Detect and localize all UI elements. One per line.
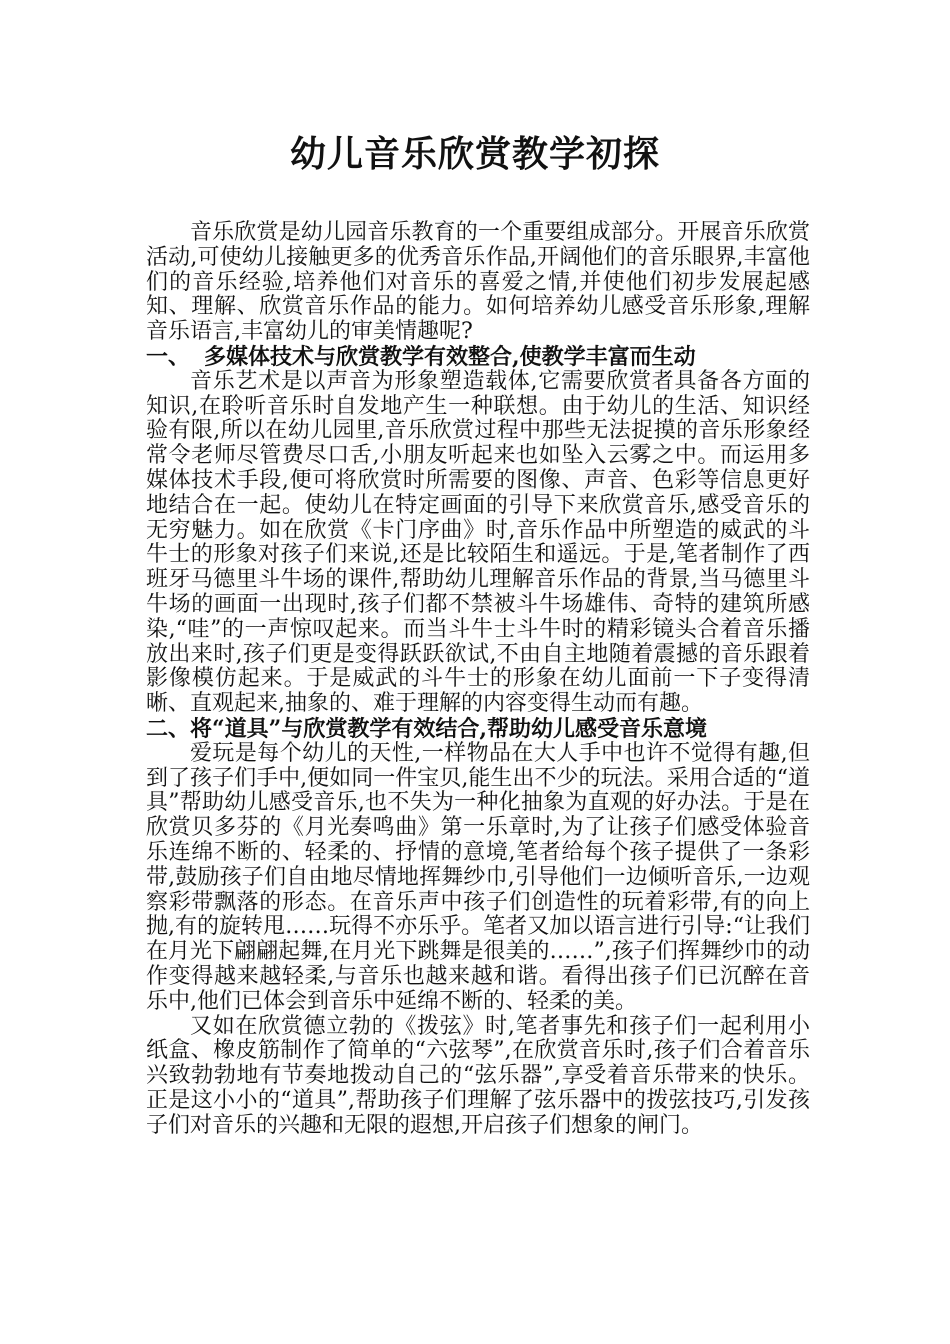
document-body [146, 221, 810, 1138]
section-heading-2 [146, 717, 810, 742]
section-number-2: 二、 [146, 715, 191, 742]
section-2-paragraph-2: 又如在欣赏德立勃的《拨弦》时,笔者事先和孩子们一起利用小纸盒、橡皮筋制作了简单的“六弦琴”,在欣赏音乐时,孩子们合着音乐兴致勃勃地有节奏地拨动自己的“弦乐器”,享受着音乐带来的快乐。正是这小小的“道具”,帮助孩子们理解了弦乐器中的拨弦技巧,引发孩子们对音乐的兴趣和无限的遐想,开启孩子们想象的闸门。 [146, 1013, 810, 1138]
section-1-paragraph-1: 音乐艺术是以声音为形象塑造载体,它需要欣赏者具备各方面的知识,在聆听音乐时自发地产生一种联想。由于幼儿的生活、知识经验有限,所以在幼儿园里,音乐欣赏过程中那些无法捉摸的音乐形象经常令老师尽管费尽口舌,小朋友听起来也如坠入云雾之中。而运用多媒体技术手段,便可将欣赏时所需要的图像、声音、色彩等信息更好地结合在一起。使幼儿在特定画面的引导下来欣赏音乐,感受音乐的无穷魅力。如在欣赏《卡门序曲》时,音乐作品中所塑造的威武的斗牛士的形象对孩子们来说,还是比较陌生和遥远。于是,笔者制作了西班牙马德里斗牛场的课件,帮助幼儿理解音乐作品的背景,当马德里斗牛场的画面一出现时,孩子们都不禁被斗牛场雄伟、奇特的建筑所感染,“哇”的一声惊叹起来。而当斗牛士斗牛时的精彩镜头合着音乐播放出来时,孩子们更是变得跃跃欲试,不由自主地随着震撼的音乐跟着影像模仿起来。于是威武的斗牛士的形象在幼儿面前一下子变得清晰、直观起来,抽象的、难于理解的内容变得生动而有趣。 [146, 368, 810, 717]
document-title: 幼儿音乐欣赏教学初探 [289, 133, 660, 175]
section-heading-1 [146, 345, 810, 370]
section-heading-text-2: 将“道具”与欣赏教学有效结合,帮助幼儿感受音乐意境 [190, 715, 707, 742]
section-number-1: 一、 [146, 343, 191, 370]
section-2-paragraph-1: 爱玩是每个幼儿的天性,一样物品在大人手中也许不觉得有趣,但到了孩子们手中,便如同一件宝贝,能生出不少的玩法。采用合适的“道具”帮助幼儿感受音乐,也不失为一种化抽象为直观的好办法。于是在欣赏贝多芬的《月光奏鸣曲》第一乐章时,为了让孩子们感受体验音乐连绵不断的、轻柔的、抒情的意境,笔者给每个孩子提供了一条彩带,鼓励孩子们自由地尽情地挥舞纱巾,引导他们一边倾听音乐,一边观察彩带飘落的形态。在音乐声中孩子们创造性的玩着彩带,有的向上抛,有的旋转甩……玩得不亦乐乎。笔者又加以语言进行引导:“让我们在月光下翩翩起舞,在月光下跳舞是很美的……”,孩子们挥舞纱巾的动作变得越来越轻柔,与音乐也越来越和谐。看得出孩子们已沉醉在音乐中,他们已体会到音乐中延绵不断的、轻柔的美。 [146, 740, 810, 1014]
section-heading-text-1: 多媒体技术与欣赏教学有效整合,使教学丰富而生动 [204, 343, 696, 370]
intro-paragraph: 音乐欣赏是幼儿园音乐教育的一个重要组成部分。开展音乐欣赏活动,可使幼儿接触更多的优秀音乐作品,开阔他们的音乐眼界,丰富他们的音乐经验,培养他们对音乐的喜爱之情,并使他们初步发展起感知、理解、欣赏音乐作品的能力。如何培养幼儿感受音乐形象,理解音乐语言,丰富幼儿的审美情趣呢? [146, 220, 810, 345]
